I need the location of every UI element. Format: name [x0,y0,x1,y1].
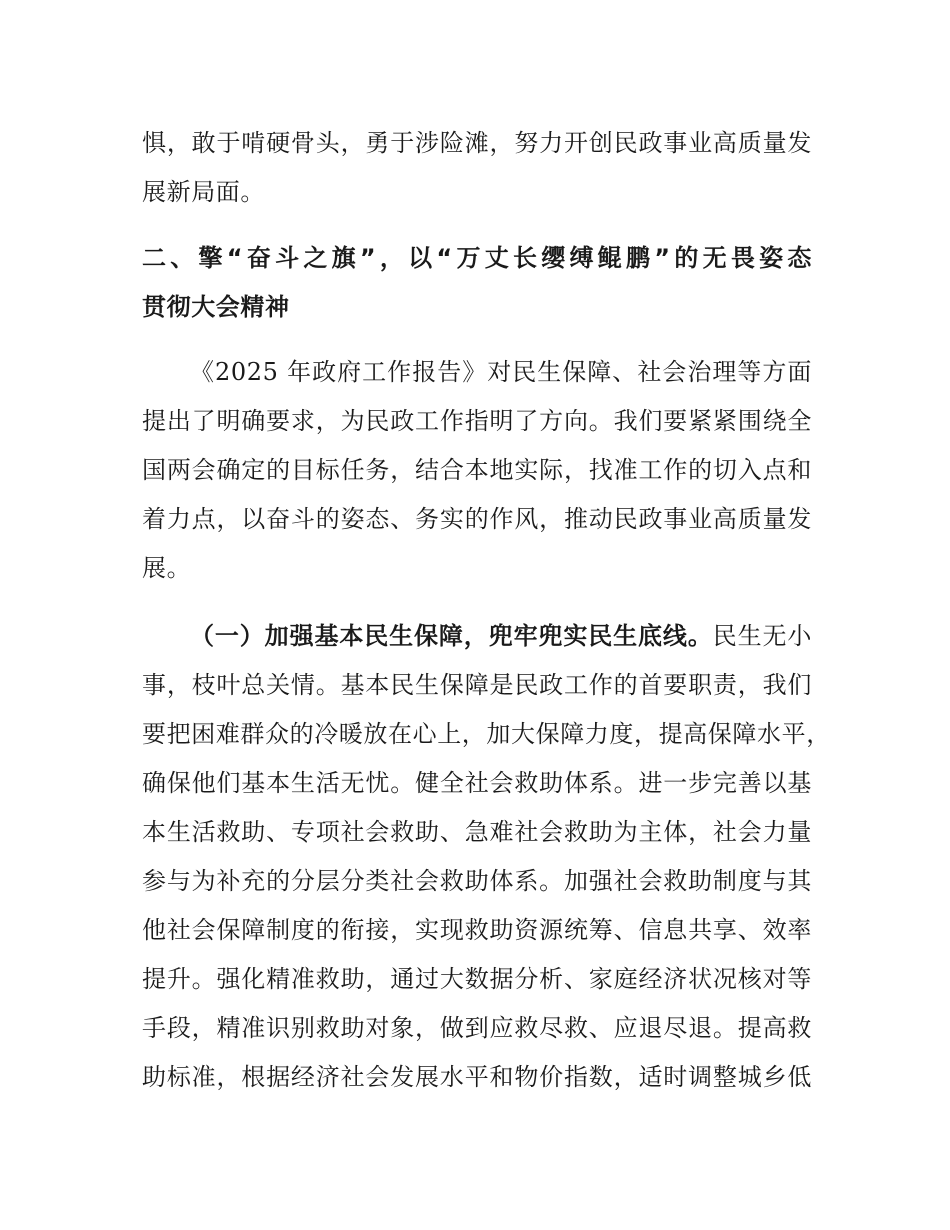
paragraph-line: 国两会确定的目标任务，结合本地实际，找准工作的切入点和 [142,456,812,484]
section-heading: 贯彻大会精神 [142,293,290,321]
subsection-heading: （一）加强基本民生保障，兜牢兜实民生底线。 [190,622,713,650]
paragraph-line: 提升。强化精准救助，通过大数据分析、家庭经济状况核对等 [142,965,812,993]
paragraph-line: 展新局面。 [142,178,265,206]
paragraph-line: 他社会保障制度的衔接，实现救助资源统筹、信息共享、效率 [142,916,812,944]
paragraph-line: 助标准，根据经济社会发展水平和物价指数，适时调整城乡低 [142,1063,812,1091]
paragraph-line: 着力点，以奋斗的姿态、务实的作风，推动民政事业高质量发 [142,505,812,533]
paragraph-line: 展。 [142,554,192,582]
paragraph-line: 参与为补充的分层分类社会救助体系。加强社会救助制度与其 [142,867,812,895]
paragraph-line: 事，枝叶总关情。基本民生保障是民政工作的首要职责，我们 [142,671,812,699]
paragraph-text: 民生无小 [712,622,812,650]
paragraph-line: 《2025 年政府工作报告》对民生保障、社会治理等方面 [190,358,812,386]
paragraph-line: 手段，精准识别救助对象，做到应救尽救、应退尽退。提高救 [142,1014,812,1042]
paragraph-line: 要把困难群众的冷暖放在心上，加大保障力度，提高保障水平， [142,720,831,748]
paragraph-line: 提出了明确要求，为民政工作指明了方向。我们要紧紧围绕全 [142,407,812,435]
paragraph-line: 惧，敢于啃硬骨头，勇于涉险滩，努力开创民政事业高质量发 [142,129,812,157]
paragraph-line: 确保他们基本生活无忧。健全社会救助体系。进一步完善以基 [142,769,812,797]
paragraph-line: 本生活救助、专项社会救助、急难社会救助为主体，社会力量 [142,818,812,846]
section-heading: 二、擎“奋斗之旗”，以“万丈长缨缚鲲鹏”的无畏姿态 [142,244,812,272]
subsection-lead-line [190,621,812,651]
